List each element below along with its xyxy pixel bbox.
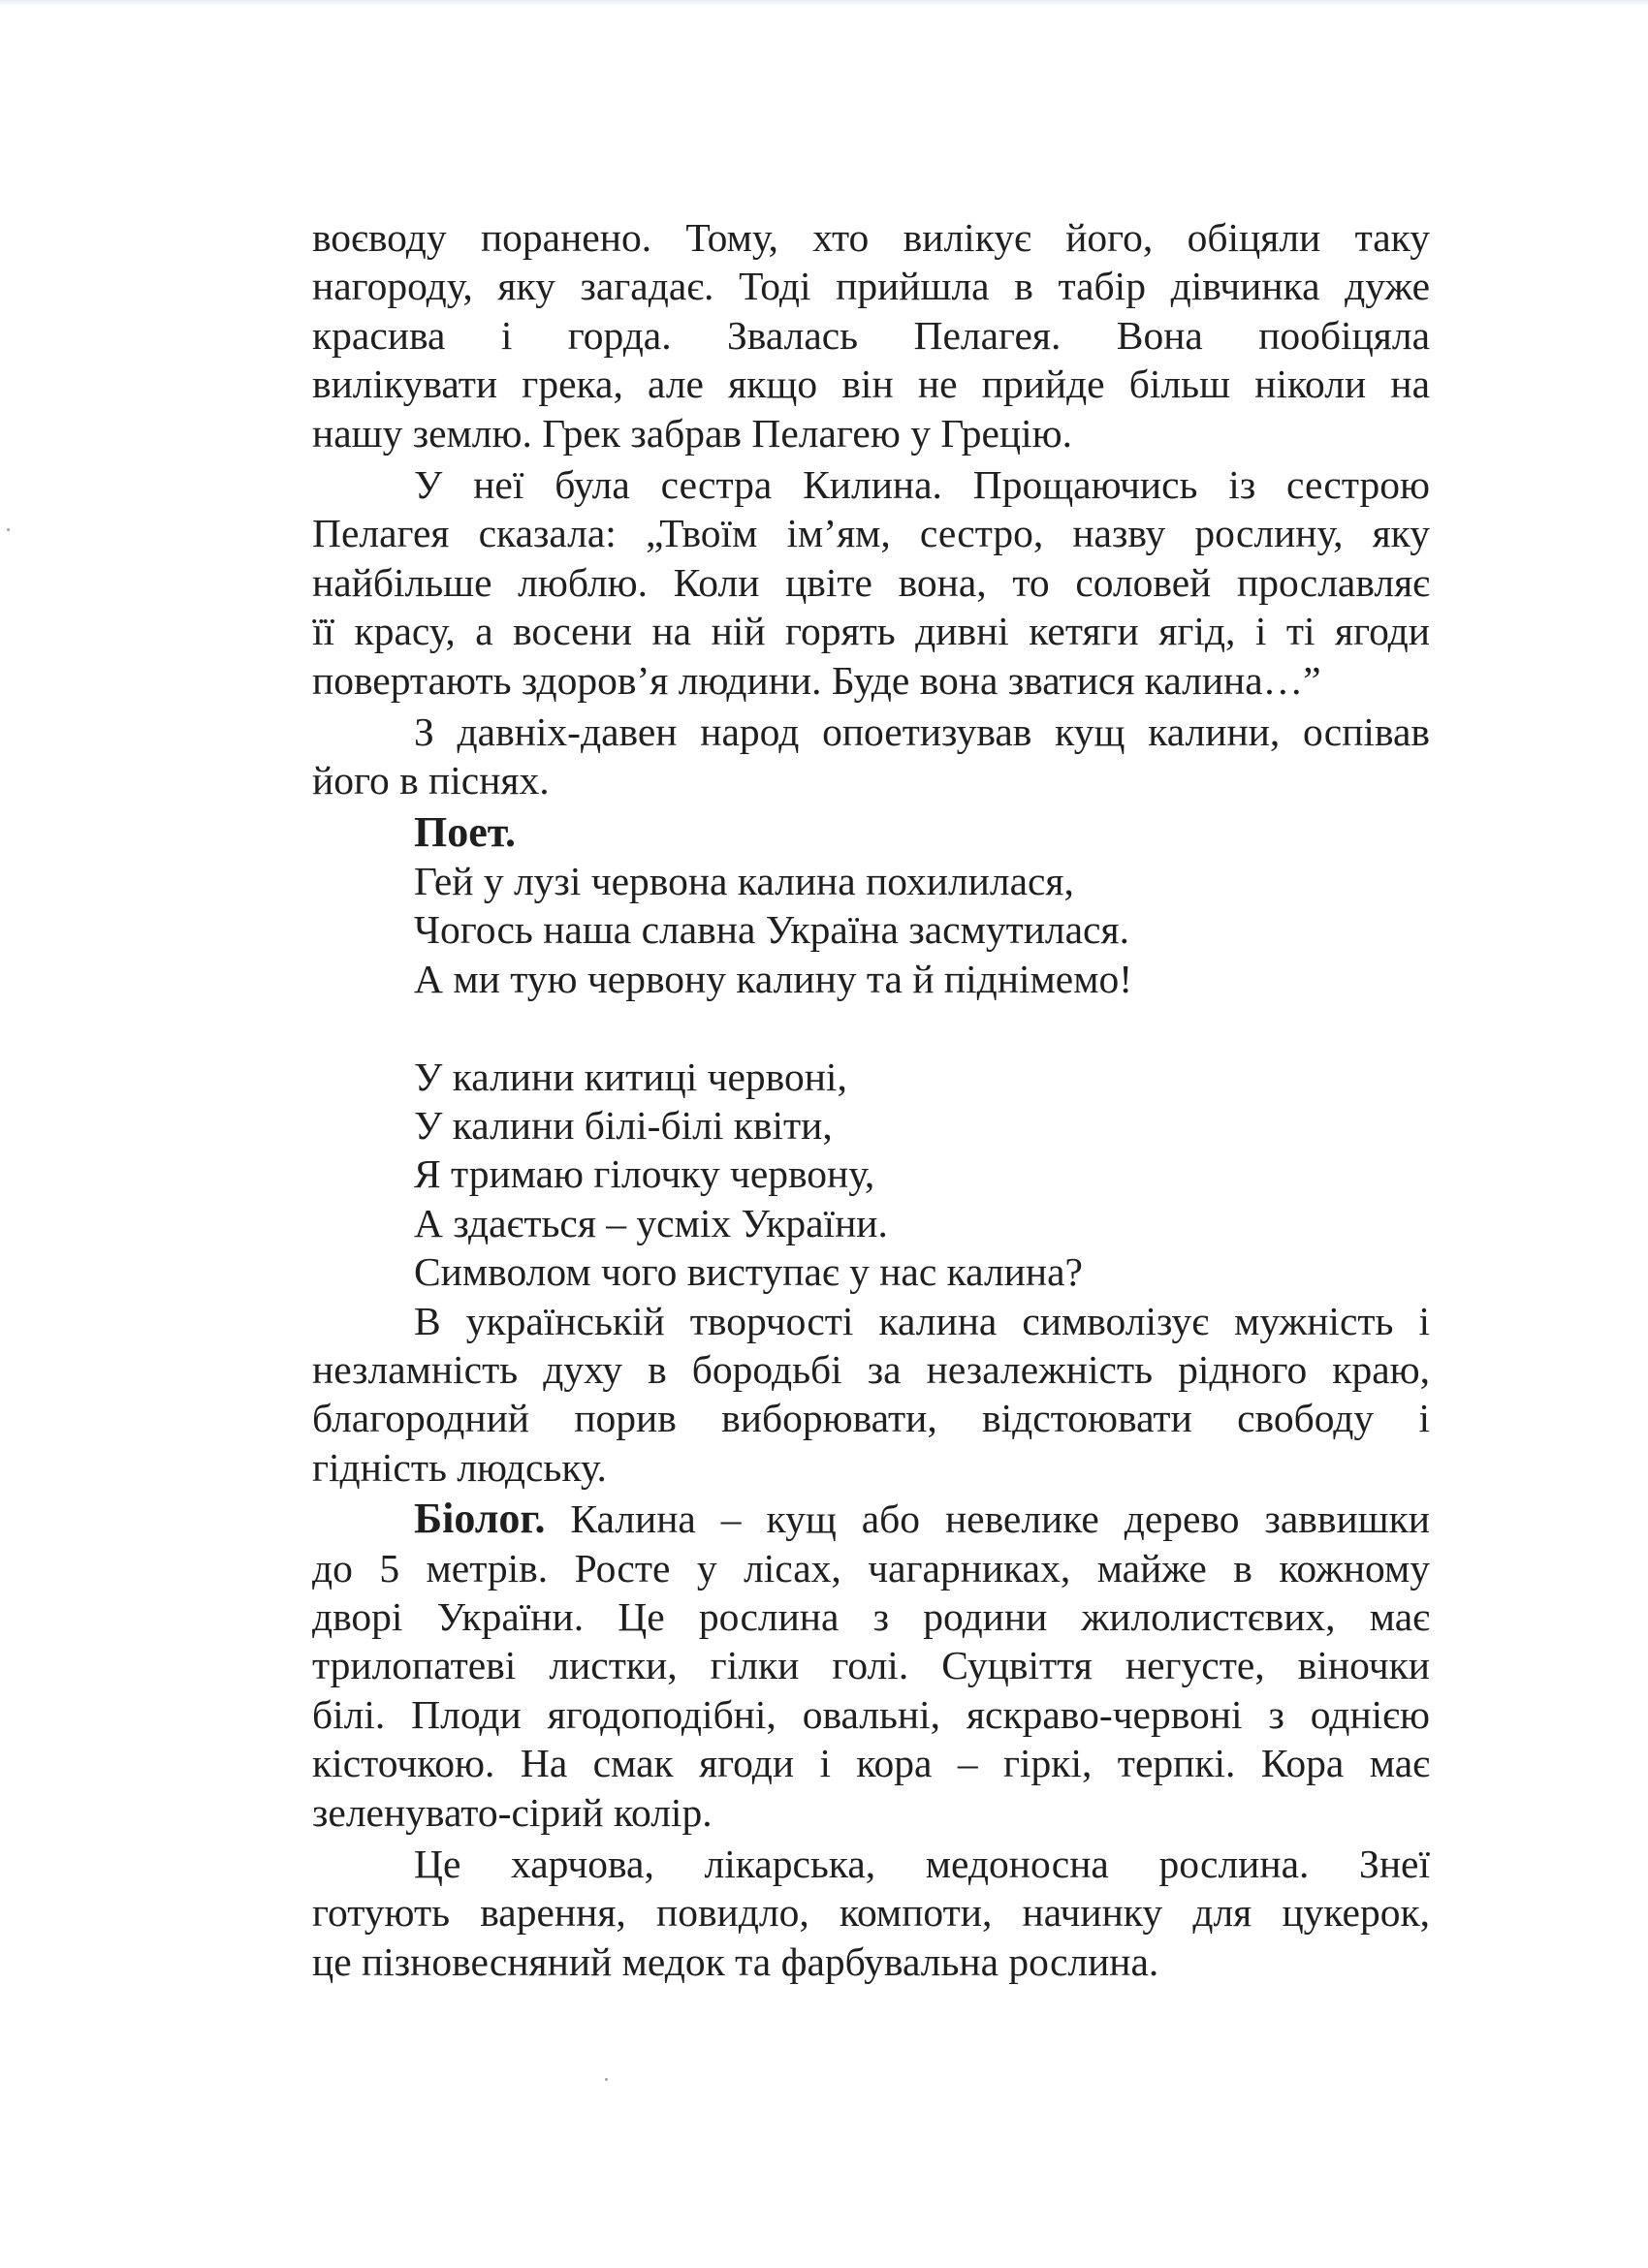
scan-speck: [7, 528, 10, 531]
text-line: гідність людську.: [312, 1444, 607, 1490]
paragraph-biologist: [312, 1495, 1430, 1837]
text-run: Калина – кущ або невелике дерево заввишки: [570, 1496, 1430, 1542]
text-line: нагороду, яку загадає. Тоді прийшла в табір дівчинка дуже: [312, 264, 1430, 309]
verse-line: У калини білі-білі квіти,: [414, 1103, 833, 1149]
paragraph-symbolism: [312, 1297, 1430, 1493]
stanza-spacer: [312, 1003, 1430, 1052]
text-line: В українській творчості калина символізує мужність і: [414, 1298, 1430, 1343]
verse-line: У калини китиці червоні,: [414, 1054, 847, 1099]
scan-edge: [0, 0, 1648, 6]
paragraph-continued: [312, 213, 1430, 457]
paragraph-folk-song: [312, 708, 1430, 805]
text-line: воєводу поранено. Тому, хто вилікує його, обіцяли таку: [312, 215, 1430, 260]
verse-line: Гей у лузі червона калина похилилася,: [414, 859, 1074, 904]
text-line: зеленувато-сірий колір.: [312, 1789, 713, 1835]
text-line: красива і горда. Звалась Пелагея. Вона пообіцяла: [312, 312, 1430, 358]
paragraph-sisters: [312, 460, 1430, 705]
text-line: благородний порив виборювати, відстоювати свободу і: [312, 1396, 1430, 1441]
text-line: його в піснях.: [312, 758, 550, 803]
text-line: це пізновесняний медок та фарбувальна рослина.: [312, 1938, 1159, 1984]
text-line: Пелагея сказала: „Твоїм ім’ям, сестро, назву рослину, яку: [312, 511, 1430, 556]
biologist-label: Біолог.: [414, 1495, 546, 1543]
verse-stanza-2: [312, 1053, 1430, 1248]
paragraph-uses: [312, 1840, 1430, 1986]
text-line: білі. Плоди ягодоподібні, овальні, яскраво-червоні з однією: [312, 1691, 1430, 1737]
text-line: незламність духу в бородьбі за незалежність рідного краю,: [312, 1346, 1430, 1392]
poet-heading: Поет.: [414, 807, 517, 856]
scan-speck: [605, 2078, 608, 2081]
verse-line: Чогось наша славна Україна засмутилася.: [414, 907, 1129, 953]
text-line: У неї була сестра Килина. Прощаючись із сестрою: [414, 461, 1430, 507]
text-line: нашу землю. Грек забрав Пелагею у Грецію.: [312, 410, 1072, 456]
text-line: її красу, а восени на ній горять дивні кетяги ягід, і ті ягоди: [312, 609, 1430, 654]
text-line: дворі України. Це рослина з родини жилолистєвих, має: [312, 1593, 1430, 1639]
document-body: [312, 213, 1430, 1986]
text-line: готують варення, повидло, компоти, начинку для цукерок,: [312, 1890, 1430, 1936]
text-line: кісточкою. На смак ягоди і кора – гіркі, терпкі. Кора має: [312, 1741, 1430, 1786]
text-line: З давніх-давен народ опоетизував кущ калини, оспівав: [414, 709, 1430, 754]
verse-stanza-1: [312, 857, 1430, 1003]
text-line: [312, 1495, 1430, 1543]
verse-line: А ми тую червону калину та й піднімемо!: [414, 956, 1133, 1001]
text-line: трилопатеві листки, гілки голі. Суцвіття негусте, віночки: [312, 1643, 1430, 1688]
text-line: до 5 метрів. Росте у лісах, чагарниках, майже в кожному: [312, 1545, 1430, 1591]
text-line: найбільше люблю. Коли цвіте вона, то соловей прославляє: [312, 559, 1430, 605]
verse-line: А здається – усміх України.: [414, 1200, 888, 1245]
text-line: Це харчова, лікарська, медоносна рослина. Знеї: [414, 1841, 1430, 1886]
verse-line: Я тримаю гілочку червону,: [414, 1151, 875, 1197]
question-line: Символом чого виступає у нас калина?: [414, 1249, 1083, 1295]
text-line: повертають здоров’я людини. Буде вона зватися калина…”: [312, 657, 1321, 703]
text-line: вилікувати грека, але якщо він не прийде більш ніколи на: [312, 362, 1430, 407]
